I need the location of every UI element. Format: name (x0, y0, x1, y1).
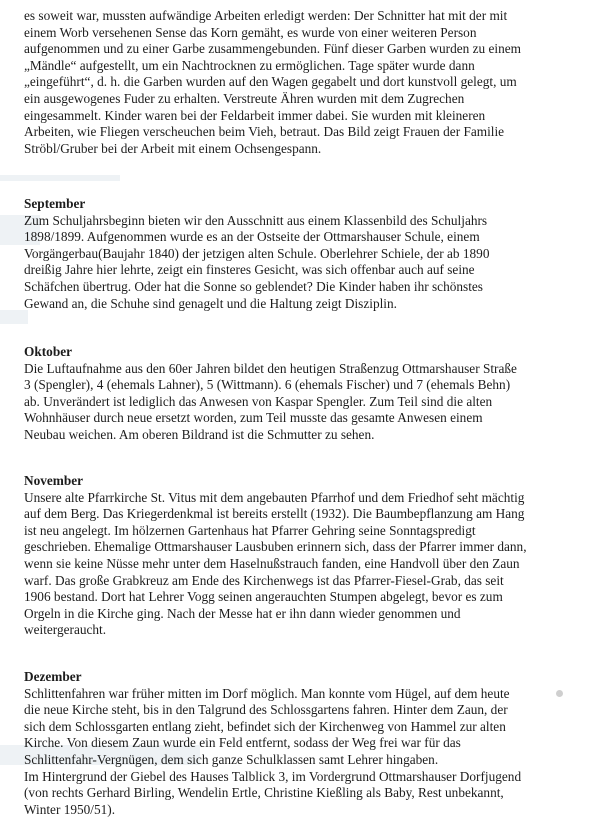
section-heading-november: November (24, 473, 84, 488)
text-line: „eingeführt“, d. h. die Garben wurden auf den Wagen gegabelt und dort kunstvoll gelegt, um (24, 74, 517, 90)
text-line: Kirche. Von diesem Zaun wurde ein Feld entfernt, sodass der Weg frei war für das (24, 735, 461, 751)
scan-speck (556, 690, 563, 697)
text-line: Unsere alte Pfarrkirche St. Vitus mit dem angebauten Pfarrhof und dem Friedhof seht mächtig (24, 489, 525, 505)
section-heading-dezember: Dezember (24, 669, 82, 684)
text-line: aufgenommen und zu einer Garbe zusammengebunden. Fünf dieser Garben wurden zu einem (24, 41, 521, 57)
text-line: Arbeiten, wie Fliegen verscheuchen beim Vieh, betraut. Das Bild zeigt Frauen der Familie (24, 124, 505, 140)
text-line: Die Luftaufnahme aus den 60er Jahren bildet den heutigen Straßenzug Ottmarshauser Straße (24, 360, 517, 376)
text-line: warf. Das große Grabkreuz am Ende des Kirchenwegs ist das Pfarrer-Fiesel-Grab, das seit (24, 572, 504, 588)
text-line: ein ausgewogenes Fuder zu erhalten. Verstreute Ähren wurden mit dem Zugrechen (24, 90, 465, 106)
text-line: ab. Unverändert ist lediglich das Anwesen von Kaspar Spengler. Zum Teil sind die alten (24, 393, 493, 409)
intro-paragraph (24, 8, 572, 157)
text-line: (von rechts Gerhard Birling, Wendelin Ertle, Christine Kießling als Baby, Rest unbekannt, (24, 785, 504, 801)
section-heading-oktober: Oktober (24, 344, 73, 359)
text-line: einem Worb versehenen Sense das Korn gemäht, es wurde von einer weiteren Person (24, 24, 477, 40)
text-line: eingesammelt. Kinder waren bei der Feldarbeit immer dabei. Sie wurden mit kleineren (24, 107, 486, 123)
text-line: dreißig Jahre hier lehrte, zeigt ein finsteres Gesicht, was sich offenbar auch auf seine (24, 262, 475, 278)
text-line: auf dem Berg. Das Kriegerdenkmal ist bereits erstellt (1932). Die Baumbepflanzung am Hang (24, 506, 525, 522)
text-line: Schlittenfahr-Vergnügen, dem sich ganze Schulklassen samt Lehrer hingaben. (24, 751, 439, 767)
text-line: Schäfchen übertrug. Oder hat die Sonne so geblendet? Die Kinder haben ihr schönstes (24, 278, 483, 294)
text-line: ist neu angelegt. Im hölzernen Gartenhaus hat Pfarrer Gehring seine Sonntagspredigt (24, 522, 476, 538)
text-line: „Mändle“ aufgestellt, um ein Nachtrocknen zu ermöglichen. Tage später wurde dann (24, 57, 475, 73)
section-heading-september: September (24, 196, 86, 211)
text-line: Vorgängerbau(Baujahr 1840) der jetzigen alten Schule. Oberlehrer Schiele, der ab 1890 (24, 245, 490, 261)
text-line: weitergeraucht. (24, 622, 107, 638)
text-line: Orgeln in die Kirche ging. Nach der Messe hat er ihn dann wieder genommen und (24, 605, 461, 621)
text-line: Ströbl/Gruber bei der Arbeit mit einem Ochsengespann. (24, 140, 322, 156)
september-section (24, 196, 572, 312)
text-line: Winter 1950/51). (24, 801, 116, 817)
text-line: wenn sie keine Nüsse mehr unter dem Haselnußstrauch fanden, eine Handvoll über den Zaun (24, 555, 520, 571)
text-line: 1906 bestand. Dort hat Lehrer Vogg seinen angerauchten Stumpen abgelegt, bevor es zum (24, 589, 503, 605)
text-line: 3 (Spengler), 4 (ehemals Lahner), 5 (Wittmann). 6 (ehemals Fischer) und 7 (ehemals Behn) (24, 377, 511, 393)
show-through-mark (0, 175, 120, 181)
text-line: die neue Kirche steht, bis in den Talgrund des Schlossgartens fahren. Hinter dem Zaun, der (24, 702, 508, 718)
oktober-section (24, 344, 572, 444)
text-line: Neubau weichen. Am oberen Bildrand ist die Schmutter zu sehen. (24, 426, 375, 442)
dezember-section (24, 669, 572, 818)
text-line: Schlittenfahren war früher mitten im Dorf möglich. Man konnte vom Hügel, auf dem heute (24, 685, 510, 701)
text-line: Gewand an, die Schuhe sind genagelt und die Haltung zeigt Disziplin. (24, 295, 397, 311)
text-line: 1898/1899. Aufgenommen wurde es an der Ostseite der Ottmarshauser Schule, einem (24, 229, 480, 245)
text-line: Wohnhäuser durch neue ersetzt worden, zum Teil musste das gesamte Anwesen einem (24, 410, 483, 426)
text-line: Zum Schuljahrsbeginn bieten wir den Ausschnitt aus einem Klassenbild des Schuljahrs (24, 212, 488, 228)
november-section (24, 473, 572, 639)
text-line: es soweit war, mussten aufwändige Arbeiten erledigt werden: Der Schnitter hat mit der mit (24, 8, 508, 23)
text-line: geschrieben. Ehemalige Ottmarshauser Lausbuben erinnern sich, dass der Pfarrer immer dann, (24, 539, 527, 555)
text-line: sich dem Schlossgarten entlang zieht, befindet sich der Kirchenweg von Hammel zur alten (24, 718, 506, 734)
text-line: Im Hintergrund der Giebel des Hauses Talblick 3, im Vordergrund Ottmarshauser Dorfjugend (24, 768, 522, 784)
